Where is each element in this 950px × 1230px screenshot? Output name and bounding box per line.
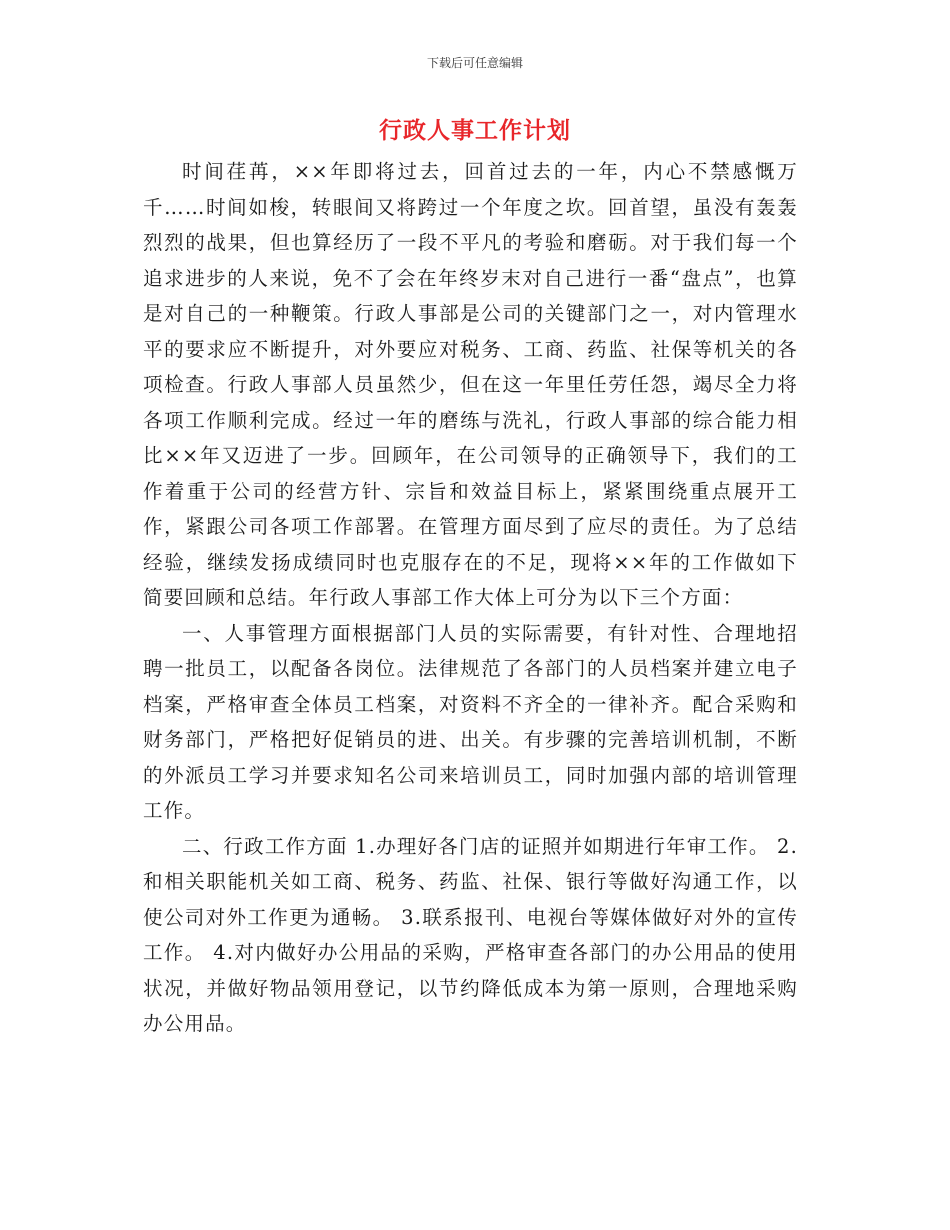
paragraph-personnel: 一、人事管理方面根据部门人员的实际需要，有针对性、合理地招聘一批员工，以配备各岗位。法律规范了各部门的人员档案并建立电子档案，严格审查全体员工档案，对资料不齐全的一律补齐。配合采购和财务部门，严格把好促销员的进、出关。有步骤的完善培训机制，不断的外派员工学习并要求知名公司来培训员工，同时加强内部的培训管理工作。 [143,621,798,822]
paragraph-intro: 时间荏苒，××年即将过去，回首过去的一年，内心不禁感慨万千……时间如梭，转眼间又将跨过一个年度之坎。回首望，虽没有轰轰烈烈的战果，但也算经历了一段不平凡的考验和磨砺。对于我们每一个追求进步的人来说，免不了会在年终岁末对自己进行一番“盘点”，也算是对自己的一种鞭策。行政人事部是公司的关键部门之一，对内管理水平的要求应不断提升，对外要应对税务、工商、药监、社保等机关的各项检查。行政人事部人员虽然少，但在这一年里任劳任怨，竭尽全力将各项工作顺利完成。经过一年的磨练与洗礼，行政人事部的综合能力相比××年又迈进了一步。回顾年，在公司领导的正确领导下，我们的工作着重于公司的经营方针、宗旨和效益目标上，紧紧围绕重点展开工作，紧跟公司各项工作部署。在管理方面尽到了应尽的责任。为了总结经验，继续发扬成绩同时也克服存在的不足，现将××年的工作做如下简要回顾和总结。年行政人事部工作大体上可分为以下三个方面： [143,160,798,609]
document-title: 行政人事工作计划 [379,117,571,144]
header-note: 下载后可任意编辑 [426,56,523,70]
document-body [143,154,798,1042]
paragraph-administration: 二、行政工作方面 1.办理好各门店的证照并如期进行年审工作。 2.和相关职能机关如工商、税务、药监、社保、银行等做好沟通工作，以使公司对外工作更为通畅。 3.联系报刊、电视台等媒体做好对外的宣传工作。 4.对内做好办公用品的采购，严格审查各部门的办公用品的使用状况，并做好物品领用登记，以节约降低成本为第一原则，合理地采购办公用品。 [143,834,798,1035]
